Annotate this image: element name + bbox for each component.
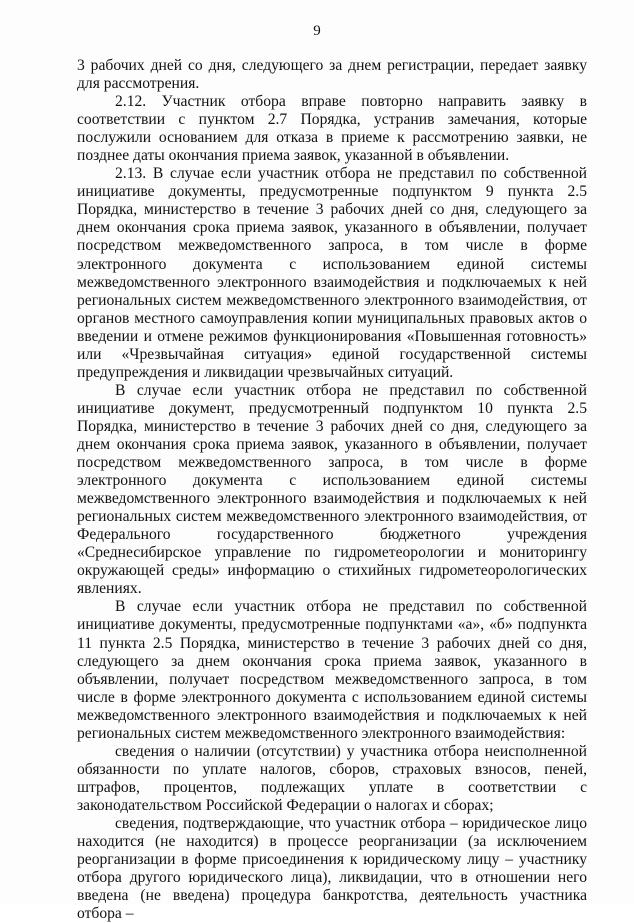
document-body — [77, 57, 587, 923]
paragraph-tax-debt-info: сведения о наличии (отсутствии) у участника отбора неисполненной обязанности по уплате налогов, сборов, страховых взносов, пеней, штрафов, процентов, подлежащих уплате в соответствии с законодательством Российской Федерации о налогах и сборах; — [77, 742, 587, 814]
paragraph-tax-request: В случае если участник отбора не представил по собственной инициативе документы, предусмотренные подпунктами «а», «б» подпункта 11 пункта 2.5 Порядка, министерство в течение 3 рабочих дней со дня, следующего за днем окончания срока приема заявок, указанного в объявлении, получает посредством межведомственного запроса, в том числе в форме электронного документа с использованием единой системы межведомственного электронного взаимодействия и подключаемых к ней региональных систем межведомственного электронного взаимодействия: — [77, 598, 587, 742]
paragraph-2-12: 2.12. Участник отбора вправе повторно направить заявку в соответствии с пунктом 2.7 Порядка, устранив замечания, которые послужили основанием для отказа в приеме к рассмотрению заявки, не позднее даты окончания приема заявок, указанной в объявлении. — [77, 93, 587, 165]
paragraph-2-13: 2.13. В случае если участник отбора не представил по собственной инициативе документы, предусмотренные подпунктом 9 пункта 2.5 Порядка, министерство в течение 3 рабочих дней со дня, следующего за днем окончания срока приема заявок, указанного в объявлении, получает посредством межведомственного запроса, в том числе в форме электронного документа с использованием единой системы межведомственного электронного взаимодействия и подключаемых к ней региональных систем межведомственного электронного взаимодействия, от органов местного самоуправления копии муниципальных правовых актов о введении и отмене режимов функционирования «Повышенная готовность» или «Чрезвычайная ситуация» единой государственной системы предупреждения и ликвидации чрезвычайных ситуаций. — [77, 165, 587, 381]
paragraph-continuation: 3 рабочих дней со дня, следующего за днем регистрации, передает заявку для рассмотрения. — [77, 57, 587, 93]
page-number: 9 — [313, 23, 321, 39]
paragraph-hydromet-request: В случае если участник отбора не представил по собственной инициативе документ, предусмотренный подпунктом 10 пункта 2.5 Порядка, министерство в течение 3 рабочих дней со дня, следующего за днем окончания срока приема заявок, указанного в объявлении, получает посредством межведомственного запроса, в том числе в форме электронного документа с использованием единой системы межведомственного электронного взаимодействия и подключаемых к ней региональных систем межведомственного электронного взаимодействия, от Федерального государственного бюджетного учреждения «Среднесибирское управление по гидрометеорологии и мониторингу окружающей среды» информацию о стихийных гидрометеорологических явлениях. — [77, 381, 587, 598]
paragraph-reorganization-info: сведения, подтверждающие, что участник отбора – юридическое лицо находится (не находится) в процессе реорганизации (за исключением реорганизации в форме присоединения к юридическому лицу – участнику отбора другого юридического лица), ликвидации, что в отношении него введена (не введена) процедура банкротства, деятельность участника отбора – — [77, 814, 587, 923]
